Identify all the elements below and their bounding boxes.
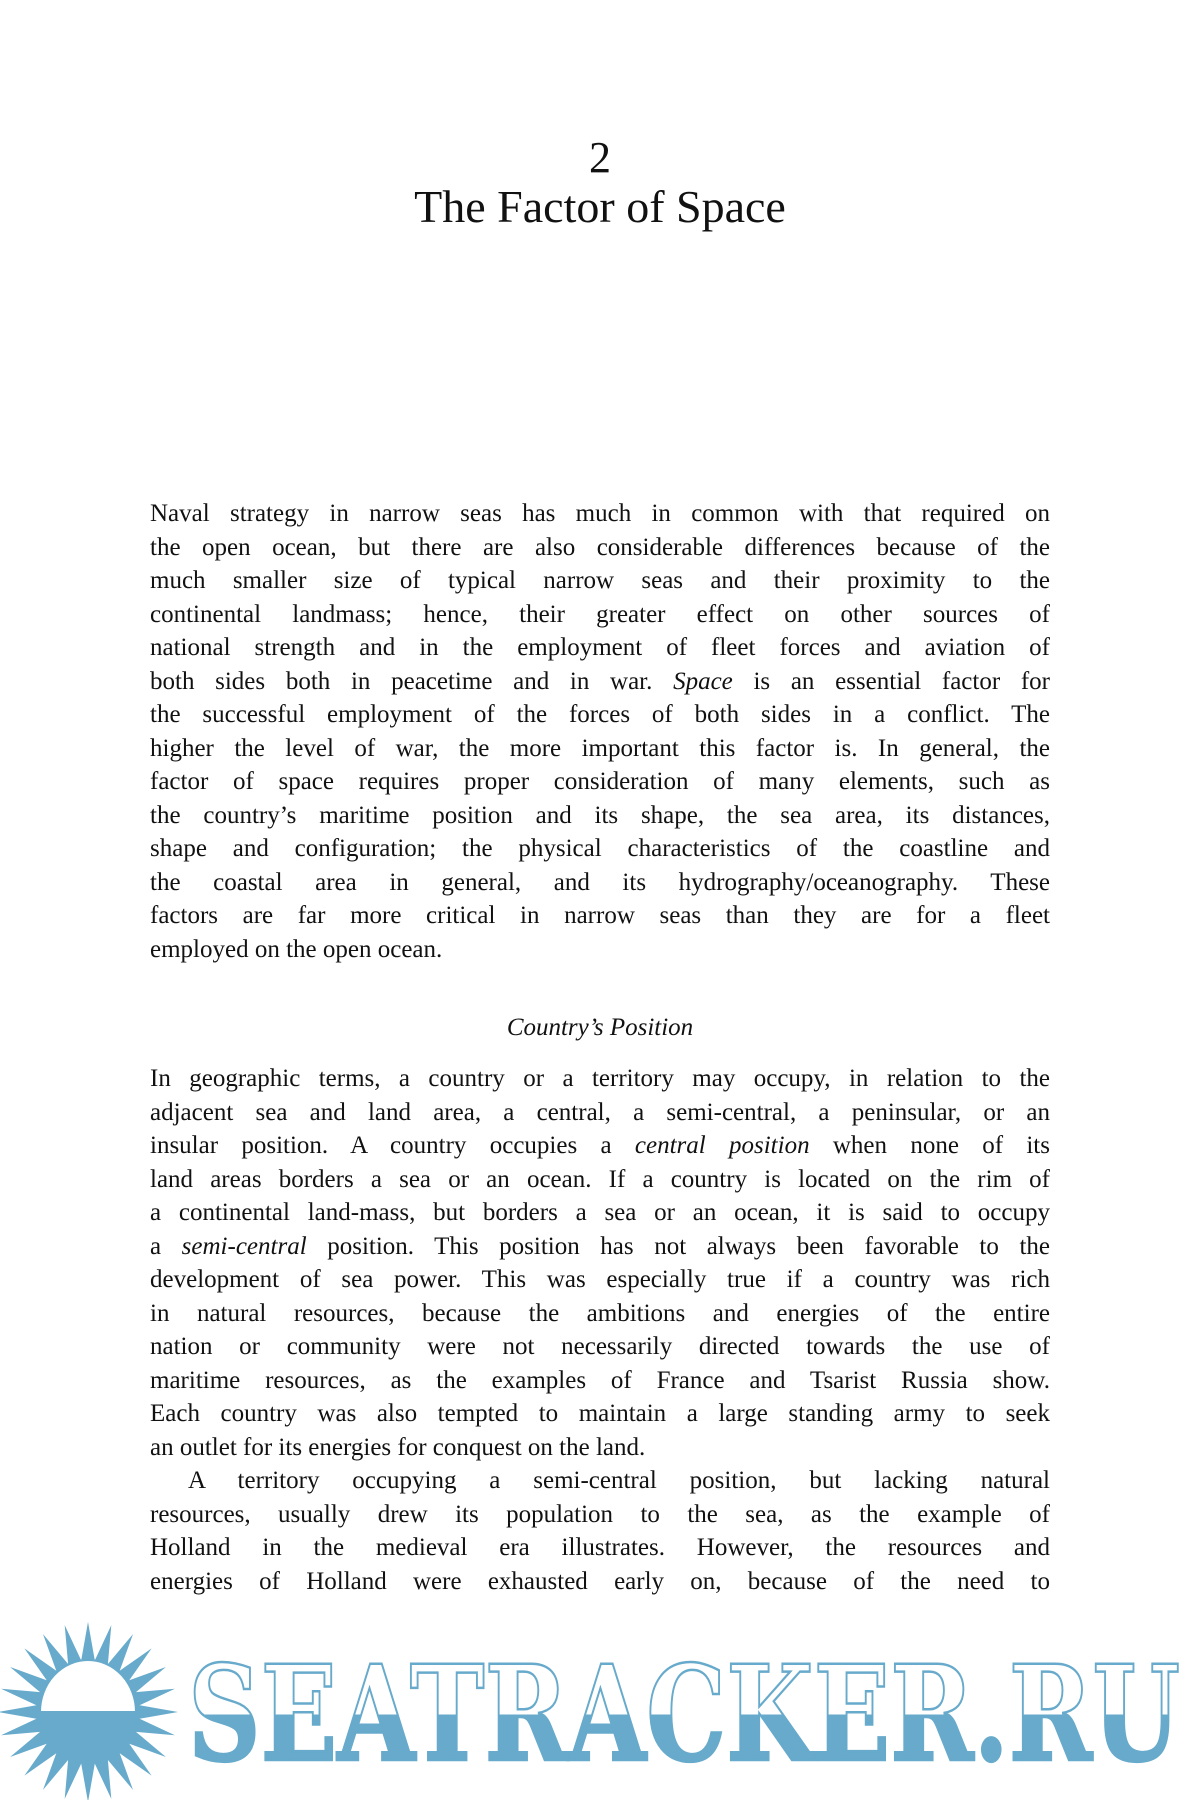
text-line [150, 1498, 1050, 1532]
text-line [150, 765, 1050, 799]
text-segment: Naval strategy in narrow seas has much in common with that required on [150, 500, 1050, 527]
text-line [150, 799, 1050, 833]
text-segment: land areas borders a sea or an ocean. If a country is located on the rim of [150, 1165, 1050, 1193]
text-line [150, 866, 1050, 900]
italic-text: central position [634, 1132, 810, 1159]
text-segment: an outlet for its energies for conquest on the land. [150, 1433, 646, 1461]
text-line [150, 933, 1050, 967]
paragraph-2 [150, 1062, 1050, 1598]
paragraph-1 [150, 497, 1050, 966]
text-segment: national strength and in the employment of fleet forces and aviation of [150, 634, 1050, 661]
text-segment: energies of Holland were exhausted early on, because of the need to [150, 1567, 1050, 1595]
text-line [150, 1163, 1050, 1197]
text-segment: resources, usually drew its population to the sea, as the example of [150, 1500, 1050, 1528]
text-segment: a [150, 1232, 182, 1260]
text-segment: In geographic terms, a country or a territory may occupy, in relation to the [150, 1065, 1050, 1092]
text-segment: both sides both in peacetime and in war. [150, 667, 674, 695]
text-line [150, 1062, 1050, 1096]
text-line [150, 631, 1050, 665]
text-line [150, 1397, 1050, 1431]
text-segment: A territory occupying a semi-central position, but lacking natural [188, 1467, 1050, 1494]
text-line [150, 1129, 1050, 1163]
text-line [150, 832, 1050, 866]
text-segment: position. This position has not always been favorable to the [306, 1232, 1050, 1260]
text-segment: a continental land-mass, but borders a sea or an ocean, it is said to occupy [150, 1199, 1050, 1226]
text-line [150, 732, 1050, 766]
watermark [0, 1615, 1200, 1800]
section-heading: Country’s Position [506, 1014, 694, 1041]
text-segment: Each country was also tempted to maintain a large standing army to seek [150, 1400, 1050, 1427]
text-segment: shape and configuration; the physical characteristics of the coastline and [150, 835, 1050, 862]
text-line [150, 1096, 1050, 1130]
text-line [150, 665, 1050, 699]
text-segment: the successful employment of the forces of both sides in a conflict. The [150, 701, 1050, 728]
text-line [150, 1531, 1050, 1565]
text-segment: Holland in the medieval era illustrates. However, the resources and [150, 1534, 1050, 1561]
text-line [150, 598, 1050, 632]
text-segment: higher the level of war, the more important this factor is. In general, the [150, 734, 1050, 762]
chapter-number: 2 [589, 133, 611, 182]
text-segment: insular position. A country occupies a [150, 1132, 635, 1159]
text-segment: factor of space requires proper consideration of many elements, such as [150, 768, 1050, 795]
text-line [150, 1297, 1050, 1331]
text-line [150, 1364, 1050, 1398]
text-line [150, 497, 1050, 531]
text-line [150, 564, 1050, 598]
text-segment: the country’s maritime position and its shape, the sea area, its distances, [150, 801, 1050, 829]
text-segment: the open ocean, but there are also considerable differences because of the [150, 533, 1050, 561]
text-segment: adjacent sea and land area, a central, a semi-central, a peninsular, or an [150, 1098, 1050, 1126]
text-segment: much smaller size of typical narrow seas and their proximity to the [150, 567, 1050, 594]
text-segment: development of sea power. This was especially true if a country was rich [150, 1266, 1050, 1293]
text-line [150, 1330, 1050, 1364]
text-segment: factors are far more critical in narrow seas than they are for a fleet [150, 902, 1050, 929]
text-segment: maritime resources, as the examples of France and Tsarist Russia show. [150, 1366, 1050, 1394]
text-line [150, 1263, 1050, 1297]
text-line [150, 1230, 1050, 1264]
text-segment: nation or community were not necessarily directed towards the use of [150, 1333, 1050, 1360]
text-line [150, 1431, 1050, 1465]
text-line [150, 1196, 1050, 1230]
text-segment: in natural resources, because the ambitions and energies of the entire [150, 1299, 1050, 1327]
chapter-title: The Factor of Space [414, 181, 786, 232]
sun-icon [0, 1622, 178, 1800]
text-line [150, 698, 1050, 732]
text-line [150, 531, 1050, 565]
text-line [150, 1565, 1050, 1599]
italic-text: semi-central [181, 1232, 307, 1260]
text-segment: employed on the open ocean. [150, 935, 443, 963]
text-line [150, 1464, 1050, 1498]
text-segment: the coastal area in general, and its hydrography/oceanography. These [150, 868, 1050, 896]
watermark-text: SEATRACKER.RU [188, 1637, 1180, 1792]
text-segment: is an essential factor for [732, 667, 1051, 695]
text-line [150, 899, 1050, 933]
text-segment: when none of its [809, 1132, 1050, 1159]
text-segment: continental landmass; hence, their greater effect on other sources of [150, 600, 1050, 628]
italic-text: Space [673, 667, 733, 695]
